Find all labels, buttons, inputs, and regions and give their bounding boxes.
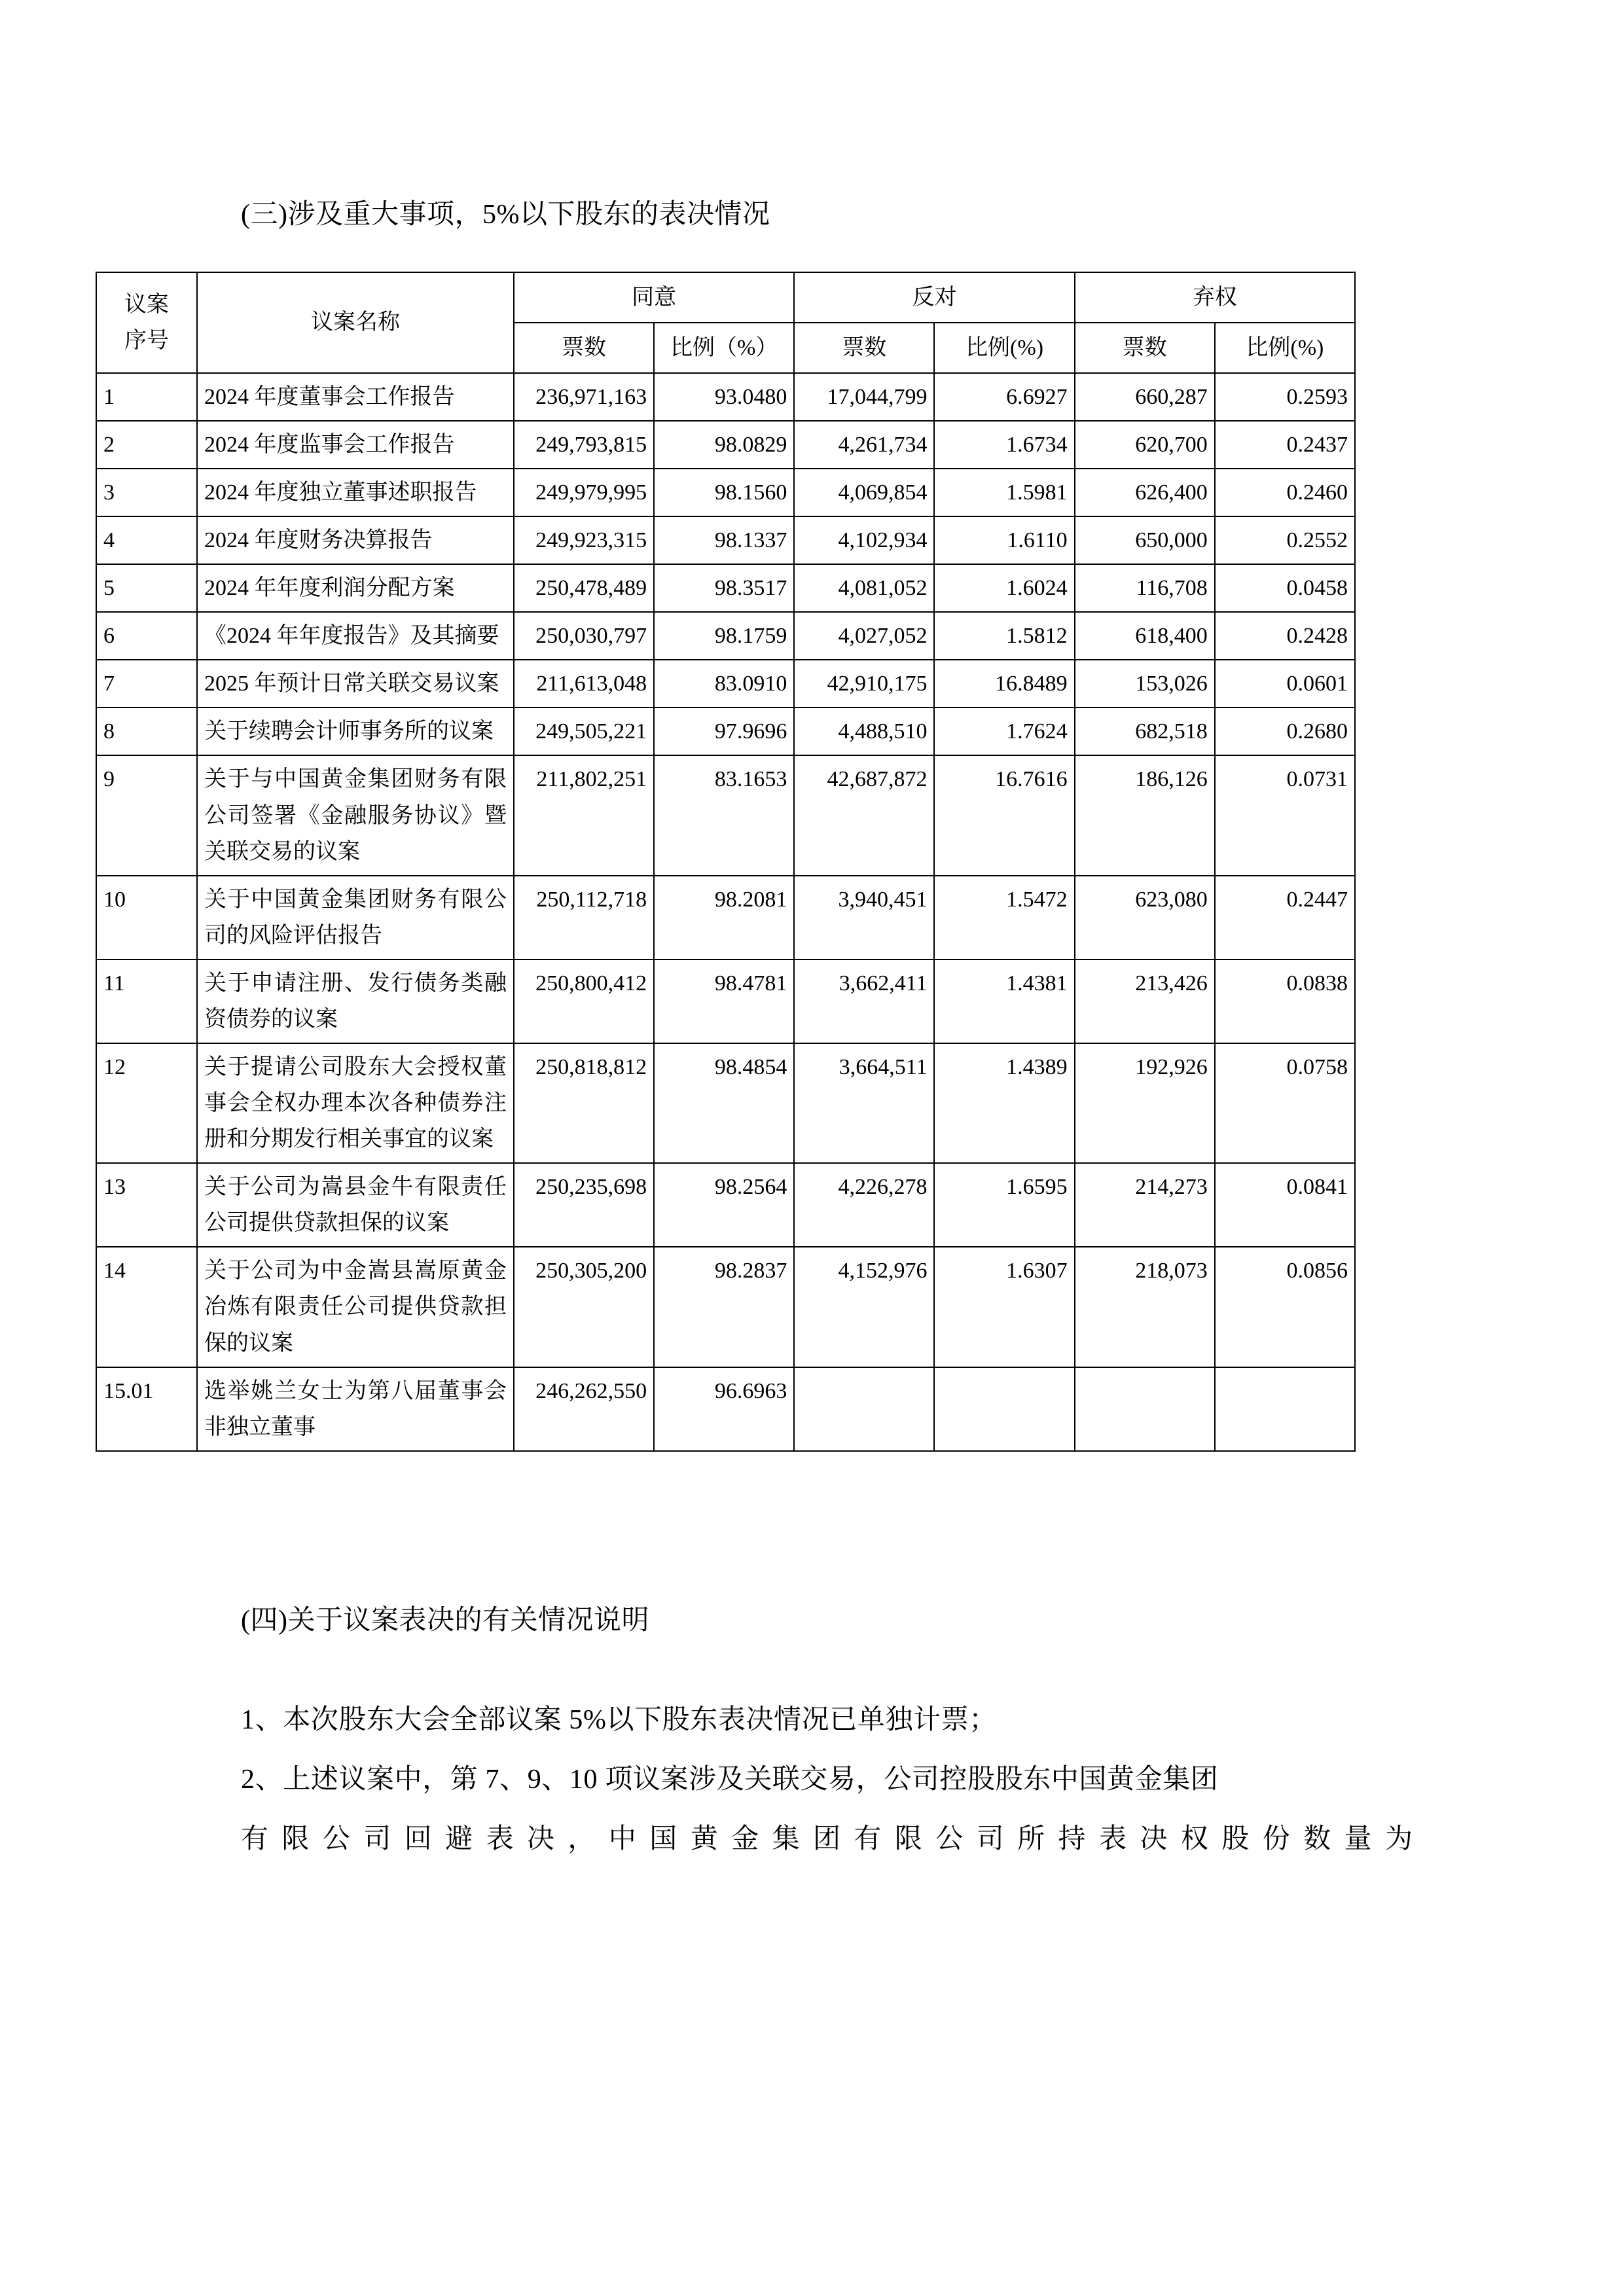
cell-agree-pct: 93.0480	[654, 373, 794, 421]
spacer-item-2	[241, 1799, 1413, 1821]
table-row	[96, 421, 1355, 469]
cell-against-pct	[934, 1367, 1074, 1451]
cell-against-pct: 16.8489	[934, 660, 1074, 708]
th-proposal-name: 议案名称	[197, 272, 514, 373]
cell-against-pct: 1.6307	[934, 1247, 1074, 1367]
cell-agree-votes: 249,505,221	[514, 708, 654, 755]
cell-abstain-votes: 650,000	[1075, 516, 1215, 564]
cell-proposal-name: 2024 年度财务决算报告	[197, 516, 514, 564]
cell-seq: 8	[96, 708, 197, 755]
cell-seq: 7	[96, 660, 197, 708]
cell-agree-pct: 96.6963	[654, 1367, 794, 1451]
cell-against-votes	[794, 1367, 934, 1451]
cell-abstain-votes: 620,700	[1075, 421, 1215, 469]
cell-abstain-votes: 682,518	[1075, 708, 1215, 755]
table-row	[96, 469, 1355, 516]
cell-against-pct: 1.4381	[934, 960, 1074, 1043]
section-d-item-2-line-2: 有限公司回避表决，中国黄金集团有限公司所持表决权股份数量为	[241, 1823, 1413, 1854]
cell-seq: 10	[96, 876, 197, 960]
cell-abstain-pct: 0.2460	[1215, 469, 1355, 516]
cell-agree-pct: 98.4781	[654, 960, 794, 1043]
section-d-heading: (四)关于议案表决的有关情况说明	[241, 1605, 649, 1636]
table-header	[96, 272, 1355, 373]
table-row	[96, 612, 1355, 660]
cell-abstain-votes: 186,126	[1075, 755, 1215, 875]
cell-abstain-pct: 0.0856	[1215, 1247, 1355, 1367]
table-row	[96, 660, 1355, 708]
cell-agree-votes: 249,793,815	[514, 421, 654, 469]
cell-seq: 15.01	[96, 1367, 197, 1451]
cell-against-pct: 1.6110	[934, 516, 1074, 564]
th-abstain-pct: 比例(%)	[1215, 323, 1355, 373]
section-d-item-2-line-1: 2、上述议案中，第 7、9、10 项议案涉及关联交易，公司控股股东中国黄金集团	[241, 1765, 1219, 1795]
th-seq: 议案 序号	[96, 272, 197, 373]
cell-against-pct: 1.5812	[934, 612, 1074, 660]
cell-abstain-pct: 0.2552	[1215, 516, 1355, 564]
cell-against-votes: 42,687,872	[794, 755, 934, 875]
cell-agree-pct: 83.0910	[654, 660, 794, 708]
cell-against-pct: 1.6734	[934, 421, 1074, 469]
cell-agree-pct: 98.1560	[654, 469, 794, 516]
section-c-heading: (三)涉及重大事项，5%以下股东的表决情况	[241, 200, 770, 230]
cell-abstain-votes: 116,708	[1075, 564, 1215, 612]
cell-agree-pct: 98.2837	[654, 1247, 794, 1367]
cell-agree-votes: 250,478,489	[514, 564, 654, 612]
th-agree-group: 同意	[514, 272, 794, 323]
cell-proposal-name: 2024 年度董事会工作报告	[197, 373, 514, 421]
cell-agree-pct: 98.1337	[654, 516, 794, 564]
cell-abstain-votes	[1075, 1367, 1215, 1451]
cell-against-pct: 1.4389	[934, 1043, 1074, 1163]
cell-abstain-votes: 153,026	[1075, 660, 1215, 708]
cell-seq: 5	[96, 564, 197, 612]
cell-agree-votes: 211,802,251	[514, 755, 654, 875]
cell-agree-votes: 250,235,698	[514, 1163, 654, 1247]
cell-abstain-votes: 192,926	[1075, 1043, 1215, 1163]
cell-against-votes: 4,488,510	[794, 708, 934, 755]
cell-against-votes: 3,662,411	[794, 960, 934, 1043]
cell-agree-votes: 250,112,718	[514, 876, 654, 960]
cell-against-pct: 1.6595	[934, 1163, 1074, 1247]
cell-agree-pct: 98.3517	[654, 564, 794, 612]
cell-against-votes: 42,910,175	[794, 660, 934, 708]
th-agree-votes: 票数	[514, 323, 654, 373]
cell-against-votes: 3,664,511	[794, 1043, 934, 1163]
table-row	[96, 1247, 1355, 1367]
cell-against-votes: 4,069,854	[794, 469, 934, 516]
spacer-section-d	[241, 1639, 1413, 1702]
voting-results-table	[96, 272, 1356, 1452]
cell-proposal-name: 关于公司为嵩县金牛有限责任公司提供贷款担保的议案	[197, 1163, 514, 1247]
cell-abstain-pct: 0.0838	[1215, 960, 1355, 1043]
table-row	[96, 1043, 1355, 1163]
cell-abstain-votes: 213,426	[1075, 960, 1215, 1043]
cell-abstain-pct: 0.2593	[1215, 373, 1355, 421]
cell-abstain-votes: 618,400	[1075, 612, 1215, 660]
cell-agree-votes: 211,613,048	[514, 660, 654, 708]
cell-abstain-votes: 214,273	[1075, 1163, 1215, 1247]
table-row	[96, 755, 1355, 875]
cell-agree-pct: 83.1653	[654, 755, 794, 875]
table-row	[96, 708, 1355, 755]
cell-against-pct: 1.7624	[934, 708, 1074, 755]
table-body	[96, 373, 1355, 1451]
table-row	[96, 373, 1355, 421]
th-agree-pct: 比例（%）	[654, 323, 794, 373]
cell-agree-pct: 98.0829	[654, 421, 794, 469]
th-abstain-group: 弃权	[1075, 272, 1355, 323]
cell-proposal-name: 关于与中国黄金集团财务有限公司签署《金融服务协议》暨关联交易的议案	[197, 755, 514, 875]
cell-proposal-name: 《2024 年年度报告》及其摘要	[197, 612, 514, 660]
cell-agree-votes: 250,818,812	[514, 1043, 654, 1163]
table-row	[96, 1163, 1355, 1247]
table-row	[96, 960, 1355, 1043]
cell-proposal-name: 2024 年度监事会工作报告	[197, 421, 514, 469]
cell-seq: 14	[96, 1247, 197, 1367]
cell-abstain-pct: 0.2428	[1215, 612, 1355, 660]
cell-abstain-pct	[1215, 1367, 1355, 1451]
cell-seq: 12	[96, 1043, 197, 1163]
cell-agree-votes: 249,923,315	[514, 516, 654, 564]
cell-agree-pct: 98.1759	[654, 612, 794, 660]
cell-abstain-pct: 0.2680	[1215, 708, 1355, 755]
cell-abstain-pct: 0.0731	[1215, 755, 1355, 875]
spacer-item-1	[241, 1739, 1413, 1761]
cell-agree-votes: 250,800,412	[514, 960, 654, 1043]
cell-against-pct: 6.6927	[934, 373, 1074, 421]
cell-against-votes: 4,027,052	[794, 612, 934, 660]
cell-proposal-name: 2024 年度独立董事述职报告	[197, 469, 514, 516]
section-d-item-1: 1、本次股东大会全部议案 5%以下股东表决情况已单独计票；	[241, 1705, 997, 1736]
cell-seq: 13	[96, 1163, 197, 1247]
cell-proposal-name: 关于中国黄金集团财务有限公司的风险评估报告	[197, 876, 514, 960]
cell-seq: 4	[96, 516, 197, 564]
cell-proposal-name: 关于提请公司股东大会授权董事会全权办理本次各种债券注册和分期发行相关事宜的议案	[197, 1043, 514, 1163]
cell-agree-votes: 246,262,550	[514, 1367, 654, 1451]
cell-proposal-name: 选举姚兰女士为第八届董事会非独立董事	[197, 1367, 514, 1451]
cell-seq: 9	[96, 755, 197, 875]
cell-against-votes: 3,940,451	[794, 876, 934, 960]
cell-agree-pct: 97.9696	[654, 708, 794, 755]
th-abstain-votes: 票数	[1075, 323, 1215, 373]
table-row	[96, 876, 1355, 960]
cell-abstain-pct: 0.0841	[1215, 1163, 1355, 1247]
cell-proposal-name: 关于申请注册、发行债务类融资债券的议案	[197, 960, 514, 1043]
cell-seq: 3	[96, 469, 197, 516]
cell-against-votes: 4,152,976	[794, 1247, 934, 1367]
spacer-after-table	[241, 1452, 1413, 1602]
cell-proposal-name: 关于续聘会计师事务所的议案	[197, 708, 514, 755]
cell-abstain-pct: 0.2437	[1215, 421, 1355, 469]
cell-proposal-name: 2025 年预计日常关联交易议案	[197, 660, 514, 708]
cell-against-pct: 16.7616	[934, 755, 1074, 875]
cell-against-votes: 4,081,052	[794, 564, 934, 612]
cell-agree-pct: 98.2081	[654, 876, 794, 960]
cell-abstain-votes: 626,400	[1075, 469, 1215, 516]
cell-abstain-pct: 0.0601	[1215, 660, 1355, 708]
cell-seq: 11	[96, 960, 197, 1043]
cell-against-votes: 4,102,934	[794, 516, 934, 564]
cell-abstain-votes: 660,287	[1075, 373, 1215, 421]
page-content	[103, 196, 1413, 1858]
cell-abstain-pct: 0.0458	[1215, 564, 1355, 612]
cell-agree-votes: 250,305,200	[514, 1247, 654, 1367]
cell-seq: 2	[96, 421, 197, 469]
th-against-group: 反对	[794, 272, 1074, 323]
cell-abstain-pct: 0.0758	[1215, 1043, 1355, 1163]
cell-agree-pct: 98.2564	[654, 1163, 794, 1247]
cell-against-votes: 17,044,799	[794, 373, 934, 421]
cell-against-pct: 1.6024	[934, 564, 1074, 612]
cell-seq: 6	[96, 612, 197, 660]
th-against-votes: 票数	[794, 323, 934, 373]
cell-agree-pct: 98.4854	[654, 1043, 794, 1163]
cell-proposal-name: 关于公司为中金嵩县嵩原黄金冶炼有限责任公司提供贷款担保的议案	[197, 1247, 514, 1367]
cell-against-votes: 4,261,734	[794, 421, 934, 469]
table-header-row-1	[96, 272, 1355, 323]
table-row	[96, 516, 1355, 564]
cell-against-pct: 1.5981	[934, 469, 1074, 516]
table-row	[96, 564, 1355, 612]
cell-against-votes: 4,226,278	[794, 1163, 934, 1247]
cell-agree-votes: 249,979,995	[514, 469, 654, 516]
cell-agree-votes: 236,971,163	[514, 373, 654, 421]
th-against-pct: 比例(%)	[934, 323, 1074, 373]
cell-abstain-votes: 623,080	[1075, 876, 1215, 960]
cell-against-pct: 1.5472	[934, 876, 1074, 960]
cell-proposal-name: 2024 年年度利润分配方案	[197, 564, 514, 612]
cell-agree-votes: 250,030,797	[514, 612, 654, 660]
cell-abstain-votes: 218,073	[1075, 1247, 1215, 1367]
cell-abstain-pct: 0.2447	[1215, 876, 1355, 960]
cell-seq: 1	[96, 373, 197, 421]
table-row	[96, 1367, 1355, 1451]
